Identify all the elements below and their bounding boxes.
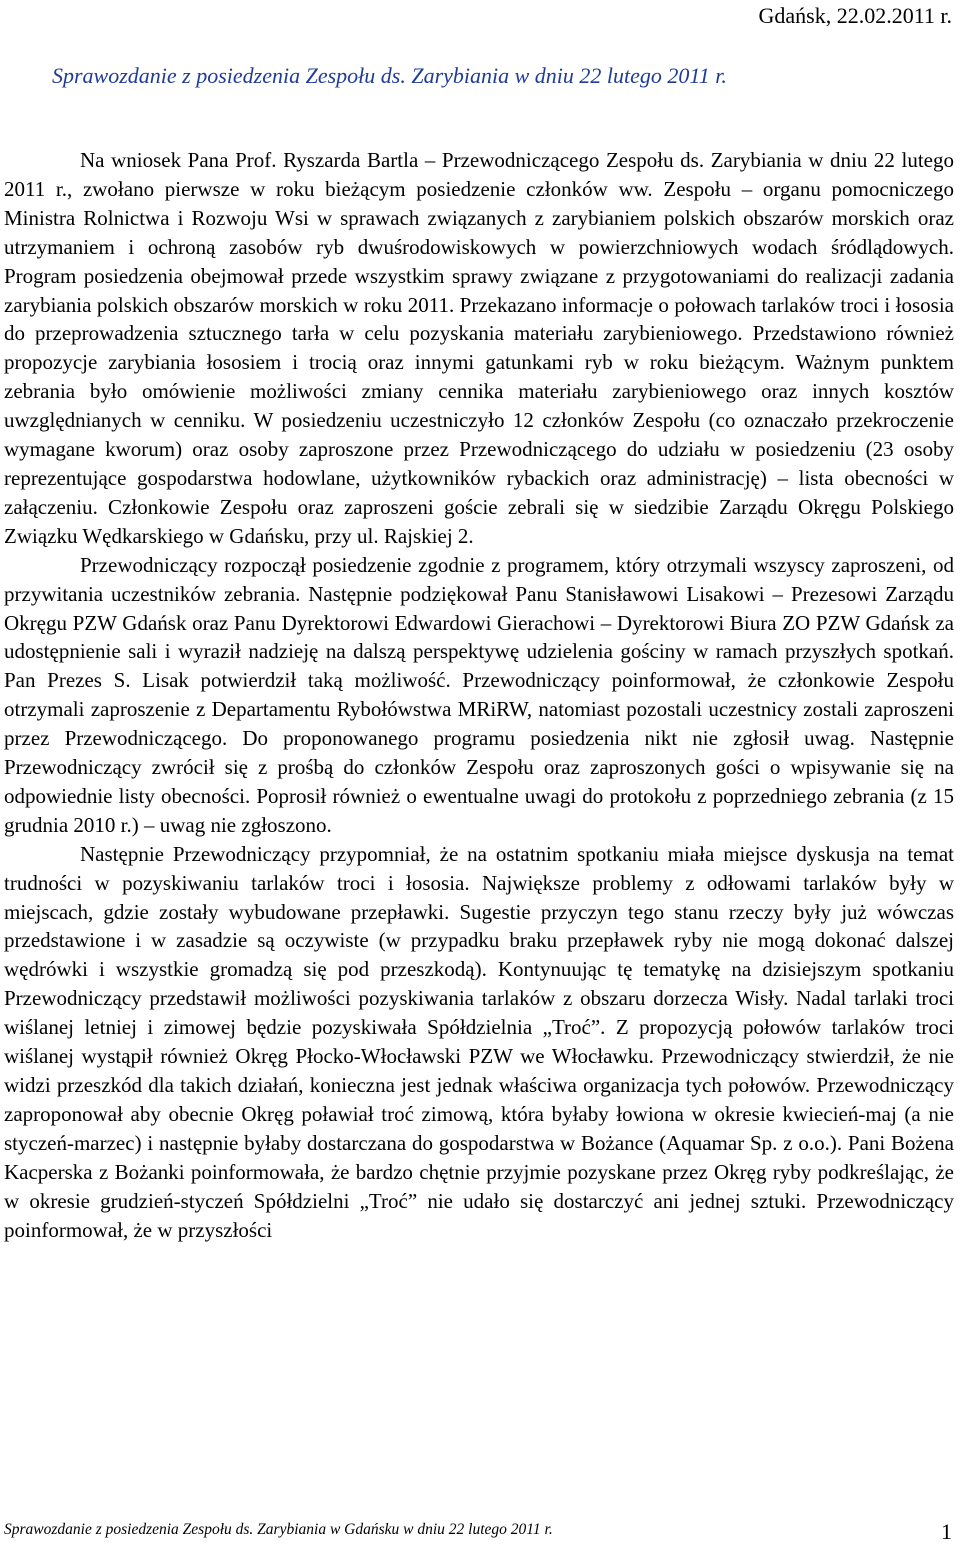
paragraph-spawners: Następnie Przewodniczący przypomniał, że na ostatnim spotkaniu miała miejsce dyskusja na temat trudności w pozyskiwaniu tarlaków troci i łososia. Największe problemy z odłowami tarlaków były w miejscach, gdzie zostały wybudowane przepławki. Sugestie przyczyn tego stanu rzeczy były już wówczas przedstawione i w zasadzie są oczywiste (w przypadku braku przepławek ryby nie mogą dokonać dalszej wędrówki i wszystkie gromadzą się pod przeszkodą). Kontynuując tę tematykę na dzisiejszym spotkaniu Przewodniczący przedstawił możliwości pozyskiwania tarlaków z obszaru dorzecza Wisły. Nadal tarlaki troci wiślanej letniej i zimowej będzie pozyskiwała Spółdzielnia „Troć”. Z propozycją połowów tarlaków troci wiślanej wystąpił również Okręg Płocko-Włocławski PZW we Włocławku. Przewodniczący stwierdził, że nie widzi przeszkód dla takich działań, konieczna jest jednak właściwa organizacja tych połowów. Przewodniczący zaproponował aby obecnie Okręg poławiał troć zimową, która byłaby łowiona w okresie kwiecień-maj (a nie styczeń-marzec) i następnie byłaby dostarczana do gospodarstwa w Bożance (Aquamar Sp. z o.o.). Pani Bożena Kacperska z Bożanki poinformowała, że bardzo chętnie przyjmie pozyskane przez Okręg ryby podkreślając, że w okresie grudzień-styczeń Spółdzielni „Troć” nie udało się dostarczyć ani jednej sztuki. Przewodniczący poinformował, że w przyszłości <box>4 841 954 1242</box>
document-body <box>4 146 954 1244</box>
document-date: Gdańsk, 22.02.2011 r. <box>758 3 952 28</box>
paragraph-opening: Przewodniczący rozpoczął posiedzenie zgodnie z programem, który otrzymali wszyscy zaproszeni, od przywitania uczestników zebrania. Następnie podziękował Panu Stanisławowi Lisakowi – Prezesowi Zarządu Okręgu PZW Gdańsk oraz Panu Dyrektorowi Edwardowi Gierachowi – Dyrektorowi Biura ZO PZW Gdańsk za udostępnienie sali i wyraził nadzieję na dalszą perspektywę udzielenia gościny w ramach przyszłych spotkań. Pan Prezes S. Lisak potwierdził taką możliwość. Przewodniczący poinformował, że członkowie Zespołu otrzymali zaproszenie z Departamentu Rybołówstwa MRiRW, natomiast pozostali uczestnicy zostali zaproszeni przez Przewodniczącego. Do proponowanego programu posiedzenia nikt nie zgłosił uwag. Następnie Przewodniczący zwrócił się z prośbą do członków Zespołu oraz zaproszonych gości o wpisywanie się na odpowiednie listy obecności. Poprosił również o ewentualne uwagi do protokołu z poprzedniego zebrania (z 15 grudnia 2010 r.) – uwag nie zgłoszono. <box>4 552 954 837</box>
page-footer: Sprawozdanie z posiedzenia Zespołu ds. Zarybiania w Gdańsku w dniu 22 lutego 2011 r. <box>4 1521 553 1538</box>
document-title: Sprawozdanie z posiedzenia Zespołu ds. Zarybiania w dniu 22 lutego 2011 r. <box>52 63 727 88</box>
paragraph-intro: Na wniosek Pana Prof. Ryszarda Bartla – Przewodniczącego Zespołu ds. Zarybiania w dniu 22 lutego 2011 r., zwołano pierwsze w roku bieżącym posiedzenie członków ww. Zespołu – organu pomocniczego Ministra Rolnictwa i Rozwoju Wsi w sprawach związanych z zarybianiem polskich obszarów morskich oraz utrzymaniem i ochroną zasobów ryb dwuśrodowiskowych w powierzchniowych wodach śródlądowych. Program posiedzenia obejmował przede wszystkim sprawy związane z przygotowaniami do realizacji zadania zarybiania polskich obszarów morskich w roku 2011. Przekazano informacje o połowach tarlaków troci i łososia do przeprowadzenia sztucznego tarła w celu pozyskania materiału zarybieniowego. Przedstawiono również propozycje zarybiania łososiem i trocią oraz innymi gatunkami ryb w roku bieżącym. Ważnym punktem zebrania było omówienie możliwości zmiany cennika materiału zarybieniowego oraz innych kosztów uwzględnianych w cenniku. W posiedzeniu uczestniczyło 12 członków Zespołu (co oznaczało przekroczenie wymagane kworum) oraz osoby zaproszone przez Przewodniczącego do udziału w posiedzeniu (23 osoby reprezentujące gospodarstwa hodowlane, użytkowników rybackich oraz administrację) – lista obecności w załączeniu. Członkowie Zespołu oraz zaproszeni goście zebrali się w siedzibie Zarządu Okręgu Polskiego Związku Wędkarskiego w Gdańsku, przy ul. Rajskiej 2. <box>4 148 954 548</box>
page-number: 1 <box>941 1519 952 1544</box>
